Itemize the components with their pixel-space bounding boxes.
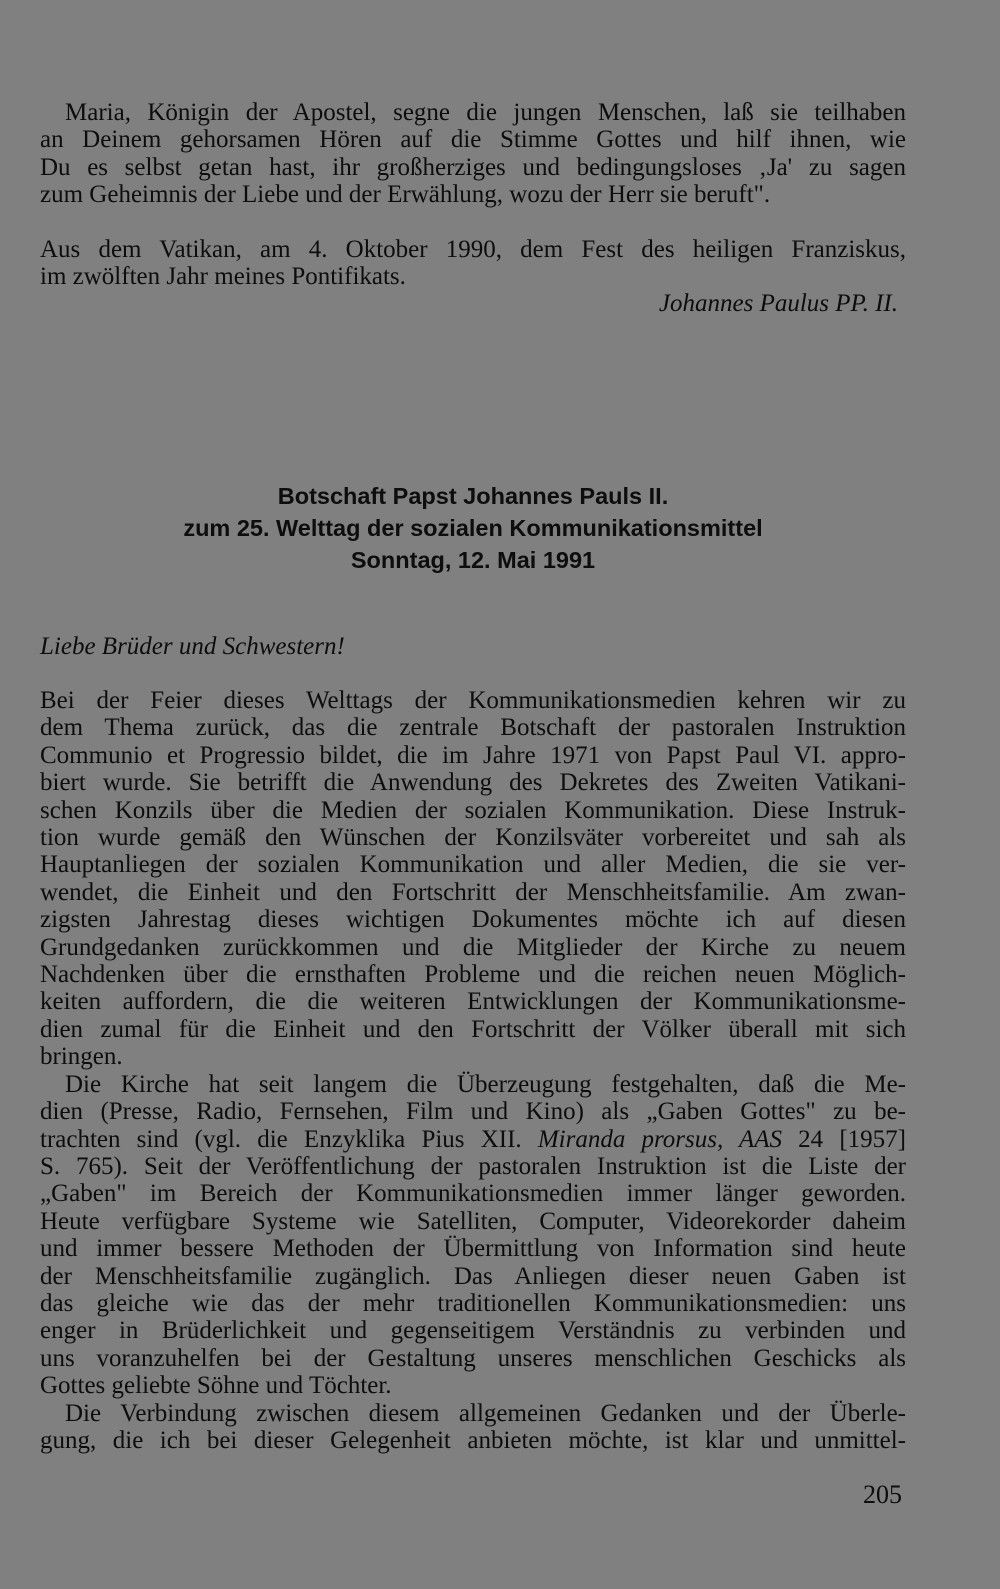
text-segment: 24 [1957]	[782, 1125, 906, 1153]
date-paragraph	[40, 236, 906, 291]
text-line: tion wurde gemäß den Wünschen der Konzilsväter vorbereitet und sah als	[40, 824, 906, 852]
text-line: gung, die ich bei dieser Gelegenheit anbieten möchte, ist klar und unmittel-	[40, 1426, 906, 1454]
salutation: Liebe Brüder und Schwestern!	[40, 633, 345, 660]
text-line: „Gaben" im Bereich der Kommunikationsmedien immer länger geworden.	[40, 1180, 906, 1208]
page-number: 205	[863, 1480, 902, 1509]
text-line: keiten auffordern, die die weiteren Entwicklungen der Kommunikationsme-	[40, 988, 906, 1016]
text-line: Die Verbindung zwischen diesem allgemeinen Gedanken und der Überle-	[65, 1399, 906, 1427]
paragraph	[40, 1400, 906, 1455]
text-line: schen Konzils über die Medien der sozialen Kommunikation. Diese Instruk-	[40, 796, 906, 824]
text-line: enger in Brüderlichkeit und gegenseitigem Verständnis zu verbinden und	[40, 1317, 906, 1345]
text-line: Hauptanliegen der sozialen Kommunikation und aller Medien, die sie ver-	[40, 851, 906, 879]
text-line: zigsten Jahrestag dieses wichtigen Dokumentes möchte ich auf diesen	[40, 906, 906, 934]
text-line: wendet, die Einheit und den Fortschritt der Menschheitsfamilie. Am zwan-	[40, 878, 906, 906]
text-segment: trachten sind (vgl. die Enzyklika Pius XII.	[40, 1125, 538, 1153]
section-heading	[40, 480, 906, 576]
text-line: bringen.	[40, 1043, 123, 1071]
text-line: dien (Presse, Radio, Fernsehen, Film und Kino) als „Gaben Gottes" zu be-	[40, 1098, 906, 1126]
text-line: dem Thema zurück, das die zentrale Botschaft der pastoralen Instruktion	[40, 714, 906, 742]
text-line: Die Kirche hat seit langem die Überzeugung festgehalten, daß die Me-	[65, 1070, 906, 1098]
text-line: der Menschheitsfamilie zugänglich. Das Anliegen dieser neuen Gaben ist	[40, 1262, 906, 1290]
prayer-paragraph	[40, 99, 906, 209]
signature: Johannes Paulus PP. II.	[658, 290, 898, 317]
text-line: das gleiche wie das der mehr traditionellen Kommunikationsmedien: uns	[40, 1289, 906, 1317]
text-line: Aus dem Vatikan, am 4. Oktober 1990, dem Fest des heiligen Franziskus,	[40, 236, 906, 263]
heading-line: Botschaft Papst Johannes Pauls II.	[277, 483, 669, 509]
text-line: Grundgedanken zurückkommen und die Mitglieder der Kirche zu neuem	[40, 933, 906, 961]
text-line: Gottes geliebte Söhne und Töchter.	[40, 1372, 392, 1400]
text-line: Maria, Königin der Apostel, segne die jungen Menschen, laß sie teilhaben	[65, 99, 906, 126]
text-line: und immer bessere Methoden der Übermittlung von Information sind heute	[40, 1235, 906, 1263]
paragraph	[40, 1071, 906, 1400]
text-line: im zwölften Jahr meines Pontifikats.	[40, 263, 406, 291]
text-line: zum Geheimnis der Liebe und der Erwählung, wozu der Herr sie beruft".	[40, 181, 771, 209]
text-line: Du es selbst getan hast, ihr großherziges und bedingungsloses ‚Ja' zu sagen	[40, 153, 906, 181]
text-line: Bei der Feier dieses Welttags der Kommunikationsmedien kehren wir zu	[40, 687, 906, 714]
text-line: uns voranzuhelfen bei der Gestaltung unseres menschlichen Geschicks als	[40, 1344, 906, 1372]
text-line	[40, 1126, 906, 1153]
text-line: dien zumal für die Einheit und den Fortschritt der Völker überall mit sich	[40, 1015, 906, 1043]
text-line: an Deinem gehorsamen Hören auf die Stimme Gottes und hilf ihnen, wie	[40, 126, 906, 154]
main-text	[40, 687, 906, 1454]
document-page	[40, 0, 906, 1589]
text-line: S. 765). Seit der Veröffentlichung der pastoralen Instruktion ist die Liste der	[40, 1152, 906, 1180]
paragraph	[40, 687, 906, 1071]
heading-line: zum 25. Welttag der sozialen Kommunikationsmittel	[183, 515, 763, 541]
text-line: biert wurde. Sie betrifft die Anwendung des Dekretes des Zweiten Vatikani-	[40, 769, 906, 797]
text-line: Nachdenken über die ernsthaften Probleme und die reichen neuen Möglich-	[40, 961, 906, 989]
text-line: Heute verfügbare Systeme wie Satelliten, Computer, Videorekorder daheim	[40, 1207, 906, 1235]
text-line: Communio et Progressio bildet, die im Jahre 1971 von Papst Paul VI. appro-	[40, 741, 906, 769]
heading-line: Sonntag, 12. Mai 1991	[350, 547, 596, 573]
citation-italic: Miranda prorsus, AAS	[537, 1125, 782, 1153]
